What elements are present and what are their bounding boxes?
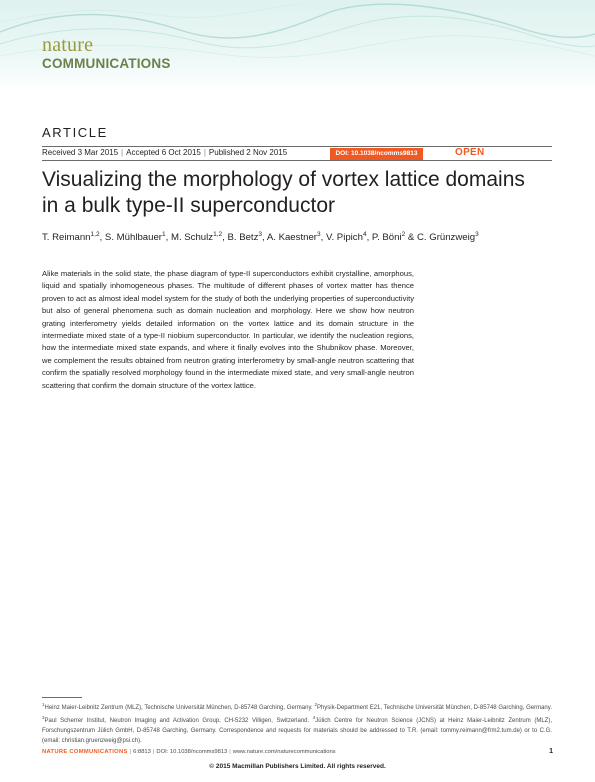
author-affiliation-mark: 1: [161, 231, 166, 238]
author-separator: &: [405, 232, 417, 244]
publication-dates: [42, 148, 287, 157]
received-date: Received 3 Mar 2015: [42, 148, 119, 157]
footer-doi[interactable]: DOI: 10.1038/ncomms9813: [156, 749, 228, 755]
affiliation-mark: 3: [42, 715, 45, 720]
footer-citation: 6:8813: [133, 749, 151, 755]
author-name: T. Reimann: [42, 232, 91, 244]
author-name: B. Betz: [227, 232, 259, 244]
author-affiliation-mark: 1,2: [213, 231, 223, 238]
footer-journal-name: NATURE COMMUNICATIONS: [42, 749, 128, 755]
published-date: Published 2 Nov 2015: [208, 148, 288, 157]
page-number: 1: [549, 748, 553, 755]
author-affiliation-mark: 3: [475, 231, 479, 238]
author-affiliation-mark: 1,2: [90, 231, 100, 238]
abstract: Alike materials in the solid state, the phase diagram of type-II superconductors exhibit crystalline, amorphous, liquid and spatially inhomogeneous phases. The multitude of different phases of vortex matter has thence proven to act as almost ideal model system for the study of both the underlying properties of superconductivity but also of general phenomena such as domain nucleation and morphology. Here we show how neutron grating interferometry yields detailed information on the vortex lattice and its domain structure in the intermediate mixed state of a type-II niobium superconductor. In particular, we identify the nucleation regions, how the intermediate mixed state expands, and where it finally evolves into the Shubnikov phase. Moreover, we complement the results obtained from neutron grating interferometry by small-angle neutron scattering that confirm the spatially resolved morphology found in the intermediate mixed state, and very small-angle neutron scattering that confirm the domain structure of the vortex lattice.: [42, 269, 414, 390]
author-separator: ,: [222, 232, 228, 244]
logo-communications-text: COMMUNICATIONS: [42, 56, 171, 71]
author-name: M. Schulz: [170, 232, 214, 244]
author-name: P. Böni: [371, 232, 402, 244]
footnote-divider: [42, 697, 82, 698]
correspondence-text: Correspondence and requests for materials should be addressed to T.R. (email: tommy.reimann@frm2.tum.de) or to C.G. (email: christian.gruenzweig@psi.ch).: [42, 728, 552, 744]
author-name: S. Mühlbauer: [104, 232, 162, 244]
date-separator: |: [121, 148, 124, 157]
divider-bottom: [42, 160, 552, 161]
open-access-label: OPEN: [455, 147, 485, 158]
article-title: Visualizing the morphology of vortex lattice domains in a bulk type-II superconductor: [42, 168, 525, 217]
author-affiliation-mark: 3: [258, 231, 263, 238]
affiliation-text: Jülich Centre for Neutron Science (JCNS) at Heinz Maier-Leibnitz Zentrum (MLZ), Forschungszentrum Jülich GmbH, D-85748 Garching, Germany.: [42, 718, 552, 734]
author-name: V. Pipich: [325, 232, 363, 244]
affiliations: [42, 700, 552, 746]
affiliation-mark: 4: [312, 715, 316, 720]
article-type-label: ARTICLE: [42, 125, 108, 140]
affiliation-mark: 2: [314, 702, 317, 707]
copyright-notice: © 2015 Macmillan Publishers Limited. All rights reserved.: [209, 763, 386, 770]
author-affiliation-mark: 2: [401, 231, 406, 238]
header-band: [0, 0, 595, 92]
author-name: A. Kaestner: [266, 232, 317, 244]
affiliation-text: Heinz Maier-Leibnitz Zentrum (MLZ), Technische Universität München, D-85748 Garching, Germany.: [44, 705, 315, 711]
affiliation-text: Physik-Department E21, Technische Universität München, D-85748 Garching, Germany.: [316, 705, 552, 711]
logo-nature-text: nature: [42, 34, 94, 56]
author-separator: ,: [320, 232, 326, 244]
date-separator: |: [203, 148, 206, 157]
footer-url[interactable]: www.nature.com/naturecommunications: [232, 749, 336, 755]
accepted-date: Accepted 6 Oct 2015: [126, 148, 201, 157]
author-separator: ,: [366, 232, 372, 244]
author-affiliation-mark: 3: [316, 231, 321, 238]
author-separator: ,: [262, 232, 267, 244]
affiliation-mark: 1: [42, 702, 45, 707]
author-separator: ,: [99, 232, 105, 244]
author-affiliation-mark: 4: [362, 231, 367, 238]
affiliation-text: Paul Scherrer Institut, Neutron Imaging and Activation Group, CH-5232 Villigen, Switzerland.: [44, 718, 313, 724]
author-list: [42, 231, 562, 243]
author-separator: ,: [165, 232, 171, 244]
author-name: C. Grünzweig: [416, 232, 476, 244]
page-footer: NATURE COMMUNICATIONS | 6:8813 | DOI: 10.1038/ncomms9813 | www.nature.com/naturecommunications: [42, 749, 336, 755]
doi-badge[interactable]: DOI: 10.1038/ncomms9813: [330, 148, 423, 160]
